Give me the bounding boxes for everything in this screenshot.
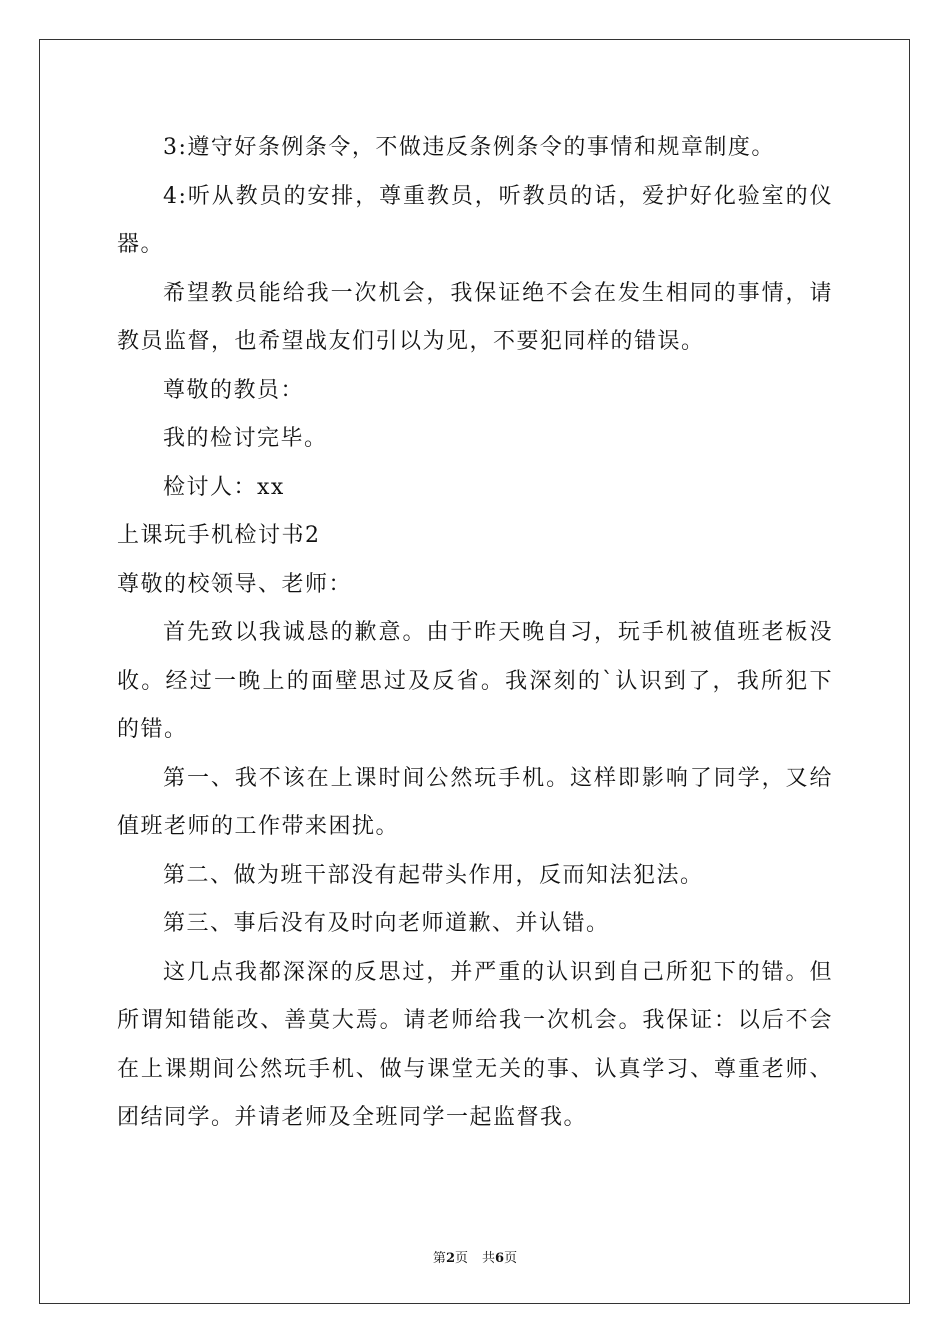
page-suffix: 页 [454, 1251, 468, 1266]
total-suffix: 页 [504, 1251, 518, 1266]
paragraph: 第二、做为班干部没有起带头作用，反而知法犯法。 [163, 862, 704, 888]
paragraph: 我的检讨完毕。 [163, 426, 328, 451]
paragraph: 希望教员能给我一次机会，我保证绝不会在发生相同的事情，请教员监督，也希望战友们引以为见，不要犯同样的错误。 [117, 280, 833, 354]
paragraph: 第一、我不该在上课时间公然玩手机。这样即影响了同学，又给值班老师的工作带来困扰。 [117, 765, 833, 839]
paragraph: 尊敬的教员： [163, 377, 305, 403]
total-page-number: 6 [495, 1251, 505, 1266]
paragraph: 第三、事后没有及时向老师道歉、并认错。 [163, 911, 610, 936]
total-prefix: 共 [482, 1251, 496, 1266]
paragraph: 4:听从教员的安排，尊重教员，听教员的话，爱护好化验室的仪器。 [117, 183, 833, 257]
section-title: 上课玩手机检讨书2 [117, 523, 321, 548]
salutation: 尊敬的校领导、老师： [117, 571, 353, 597]
page-prefix: 第 [432, 1251, 446, 1266]
signature-line: 检讨人：xx [163, 474, 285, 500]
current-page-number: 2 [445, 1251, 455, 1266]
paragraph: 这几点我都深深的反思过，并严重的认识到自己所犯下的错。但所谓知错能改、善莫大焉。请老师给我一次机会。我保证：以后不会在上课期间公然玩手机、做与课堂无关的事、认真学习、尊重老师、团结同学。并请老师及全班同学一起监督我。 [117, 959, 833, 1130]
paragraph: 3:遵守好条例条令，不做违反条例条令的事情和规章制度。 [163, 135, 775, 160]
page-footer [0, 1247, 950, 1266]
document-body [117, 124, 833, 1143]
paragraph: 首先致以我诚恳的歉意。由于昨天晚自习，玩手机被值班老板没收。经过一晚上的面壁思过及反省。我深刻的`认识到了，我所犯下的错。 [117, 620, 833, 742]
